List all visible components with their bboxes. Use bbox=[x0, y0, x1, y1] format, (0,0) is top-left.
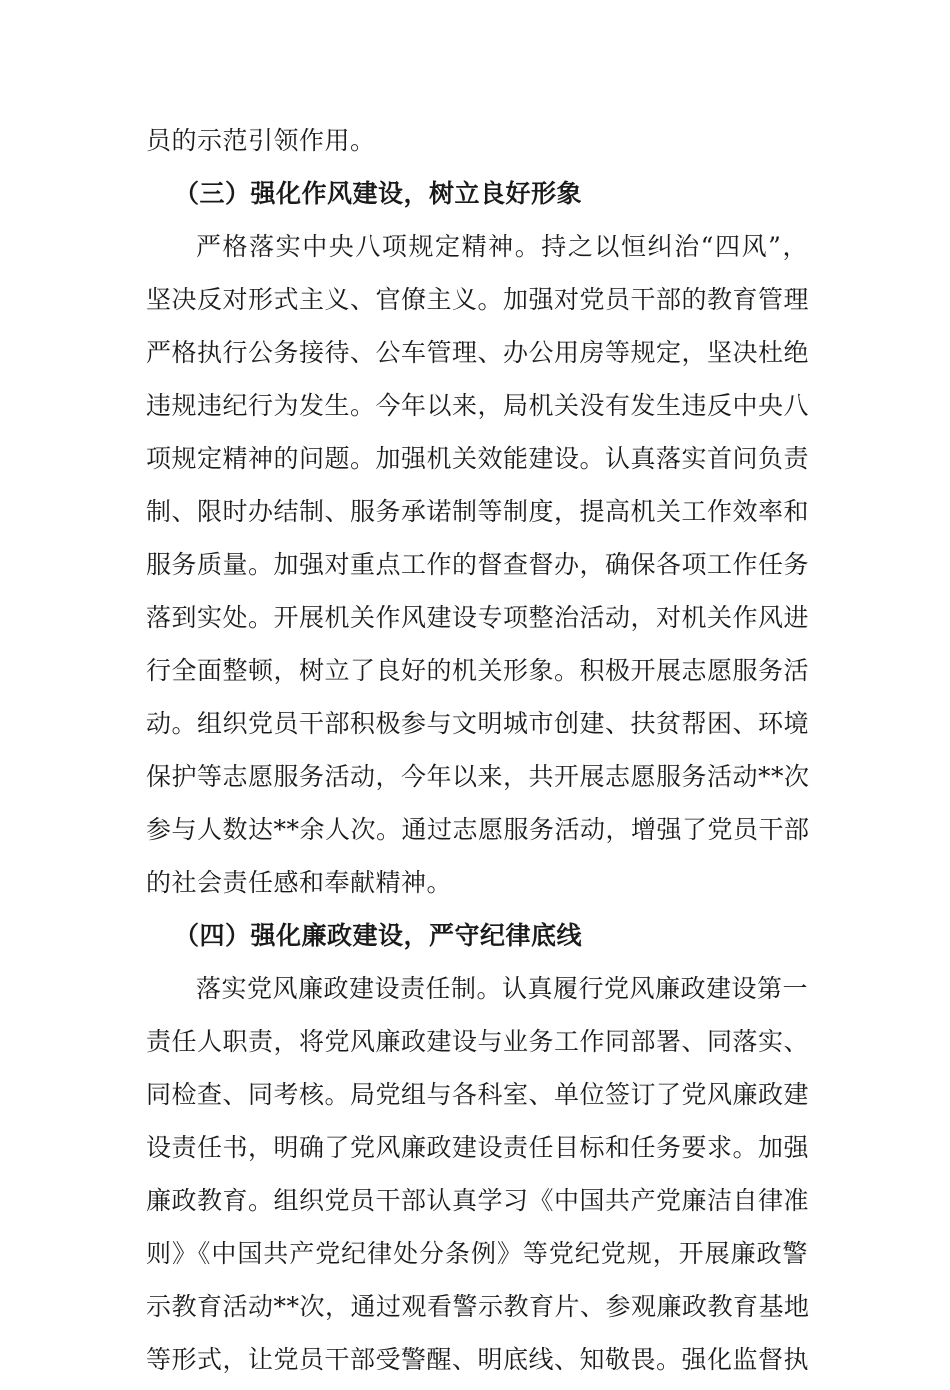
text-line: 坚决反对形式主义、官僚主义。加强对党员干部的教育管理 bbox=[146, 285, 810, 314]
text-line: 违规违纪行为发生。今年以来，局机关没有发生违反中央八 bbox=[146, 391, 810, 420]
text-line: 保护等志愿服务活动，今年以来，共开展志愿服务活动**次 bbox=[146, 762, 810, 791]
text-line: 同检查、同考核。局党组与各科室、单位签订了党风廉政建 bbox=[146, 1080, 810, 1109]
section-heading: （三）强化作风建设，树立良好形象 bbox=[174, 179, 583, 208]
text-line: 落到实处。开展机关作风建设专项整治活动，对机关作风进 bbox=[146, 603, 810, 632]
text-line: 项规定精神的问题。加强机关效能建设。认真落实首问负责 bbox=[146, 444, 810, 473]
text-line: 员的示范引领作用。 bbox=[146, 126, 376, 155]
text-line: 动。组织党员干部积极参与文明城市创建、扶贫帮困、环境 bbox=[146, 709, 810, 738]
text-line: 则》《中国共产党纪律处分条例》等党纪党规，开展廉政警 bbox=[146, 1239, 808, 1268]
text-line: 落实党风廉政建设责任制。认真履行党风廉政建设第一 bbox=[196, 974, 809, 1003]
text-line: 等形式，让党员干部受警醒、明底线、知敬畏。强化监督执 bbox=[146, 1345, 810, 1374]
text-line: 制、限时办结制、服务承诺制等制度，提高机关工作效率和 bbox=[146, 497, 810, 526]
text-line: 行全面整顿，树立了良好的机关形象。积极开展志愿服务活 bbox=[146, 656, 810, 685]
text-line: 参与人数达**余人次。通过志愿服务活动，增强了党员干部 bbox=[146, 815, 810, 844]
text-line: 责任人职责，将党风廉政建设与业务工作同部署、同落实、 bbox=[146, 1027, 810, 1056]
text-line: 严格落实中央八项规定精神。持之以恒纠治“四风”， bbox=[196, 232, 808, 261]
text-line: 示教育活动**次，通过观看警示教育片、参观廉政教育基地 bbox=[146, 1292, 810, 1321]
text-line: 的社会责任感和奉献精神。 bbox=[146, 868, 453, 897]
text-line: 服务质量。加强对重点工作的督查督办，确保各项工作任务 bbox=[146, 550, 810, 579]
text-line: 设责任书，明确了党风廉政建设责任目标和任务要求。加强 bbox=[146, 1133, 810, 1162]
text-line: 严格执行公务接待、公车管理、办公用房等规定，坚决杜绝 bbox=[146, 338, 810, 367]
text-line: 廉政教育。组织党员干部认真学习《中国共产党廉洁自律准 bbox=[146, 1186, 810, 1215]
document-body bbox=[146, 118, 808, 1390]
section-heading: （四）强化廉政建设，严守纪律底线 bbox=[174, 921, 583, 950]
